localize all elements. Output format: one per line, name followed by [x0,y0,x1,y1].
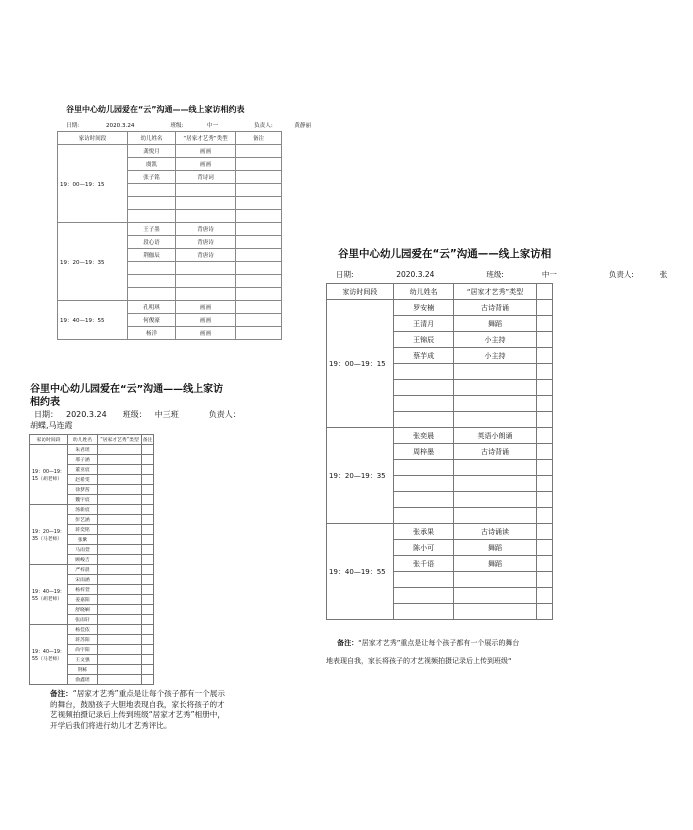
table-cell [393,588,454,604]
table-cell [98,495,142,505]
table-cell: 段心语 [128,236,176,249]
table-cell [454,396,536,412]
table-cell [454,412,536,428]
table-row [30,565,154,575]
class-label: 班级: [486,270,504,279]
table-cell [536,588,552,604]
table-cell [128,288,176,301]
table-cell: 罗安楠 [393,300,454,316]
table-cell [98,455,142,465]
table-cell [142,605,154,615]
table-cell [536,476,552,492]
table-cell [128,184,176,197]
table-cell: 虞凯 [128,158,176,171]
person-field [609,269,693,280]
table-cell [236,236,282,249]
table-cell: 张承果 [393,524,454,540]
table-cell: 蒋奕铭 [68,525,98,535]
table-cell [236,158,282,171]
table-cell [536,444,552,460]
date-value: 2020.3.24 [66,410,107,419]
table-cell [98,505,142,515]
table-cell [393,460,454,476]
table-cell [142,505,154,515]
date-field [66,121,152,129]
table-cell [142,675,154,685]
time-slot-cell: 19：20—19：35（马老师） [30,505,68,565]
table-body [58,145,282,340]
table-cell [393,604,454,620]
table-cell [142,465,154,475]
table-cell [98,615,142,625]
table-cell: 蒋苏阳 [68,635,98,645]
time-slot-cell: 19：00—19：15（胡老师） [30,445,68,505]
table-cell: 杨佳依 [68,625,98,635]
table-cell: 荆伽辰 [128,249,176,262]
table-cell: 舒晓娴 [68,605,98,615]
table-cell [176,275,236,288]
table-cell: 尚宇阳 [68,645,98,655]
table-cell: 小主持 [454,348,536,364]
sign-up-sheet-middle-one-b [316,240,668,665]
note-paragraph [326,634,553,670]
table-cell [536,572,552,588]
date-label: 日期: [336,270,354,279]
table-cell: 舞蹈 [454,556,536,572]
visit-schedule-table [29,434,154,685]
table-cell [536,460,552,476]
table-cell: 王清月 [393,316,454,332]
note-line: 地表现自我，家长将孩子的才艺视频拍摄记录后上传到班级“ [326,657,512,665]
person-label: 负责人： [208,410,241,419]
table-cell [98,565,142,575]
sheet-title: 谷里中心幼儿园爱在“云”沟通——线上家访相约表 [30,384,224,408]
time-slot-cell: 19：20—19：35 [327,428,394,524]
table-cell: 背唐诗 [176,249,236,262]
person-value: 黄静丽 [294,123,312,129]
table-cell: 杨梓萱 [68,585,98,595]
table-cell: 董亚宸 [68,465,98,475]
table-cell: 王子墨 [128,223,176,236]
table-cell [98,575,142,585]
table-cell [98,465,142,475]
table-cell [142,665,154,675]
table-cell [536,508,552,524]
table-body [30,445,154,685]
table-row [30,625,154,635]
table-cell [98,605,142,615]
table-cell [98,545,142,555]
table-cell [454,492,536,508]
table-cell [142,485,154,495]
person-label: 负责人: [254,123,273,129]
table-cell: 王文强 [68,655,98,665]
table-cell [142,655,154,665]
sheet-meta [34,409,241,420]
header-cell: 幼儿姓名 [393,284,454,300]
table-cell [236,327,282,340]
table-cell [454,364,536,380]
time-slot-cell: 19：40—19：55 [58,301,128,340]
time-slot-cell: 19：00—19：15 [327,300,394,428]
table-cell [393,380,454,396]
table-cell [142,595,154,605]
table-cell [176,262,236,275]
header-cell: 备注 [142,435,154,445]
date-label: 日期： [34,410,58,419]
table-cell [393,492,454,508]
sign-up-sheet-middle-one-a [56,100,312,337]
table-cell: 龚悦月 [128,145,176,158]
table-cell [536,524,552,540]
table-cell [393,396,454,412]
table-cell: 马雨萱 [68,545,98,555]
table-cell [98,675,142,685]
header-cell: “居家才艺秀”类型 [176,132,236,145]
table-cell [454,572,536,588]
header-cell: “居家才艺秀”类型 [454,284,536,300]
table-cell: 舞蹈 [454,540,536,556]
class-field [123,409,187,420]
time-slot-cell: 19：40—19：55（胡老师） [30,565,68,625]
table-cell [142,555,154,565]
table-row [58,223,282,236]
table-cell [142,535,154,545]
visit-schedule-table [326,283,553,620]
table-cell [142,635,154,645]
table-cell [454,476,536,492]
table-cell [536,300,552,316]
date-value: 2020.3.24 [105,123,135,129]
table-cell [98,525,142,535]
table-cell: 张雨轩 [68,615,98,625]
table-cell: 杨洋 [128,327,176,340]
table-cell [236,197,282,210]
table-cell [536,412,552,428]
table-cell [393,572,454,588]
table-cell [236,223,282,236]
class-value: 中三班 [154,410,179,419]
table-row [58,145,282,158]
table-cell [536,540,552,556]
class-field [486,269,582,280]
header-cell: 备注 [236,132,282,145]
table-cell: 画画 [176,145,236,158]
table-cell [536,428,552,444]
header-cell: “居家才艺秀”类型 [98,435,142,445]
table-row [30,505,154,515]
table-body [327,300,553,620]
table-cell: 彭艺涵 [68,515,98,525]
table-cell [236,275,282,288]
time-slot-cell: 19：20—19：35 [58,223,128,301]
table-row [327,524,553,540]
table-cell [98,595,142,605]
note-text: “居家才艺秀”重点是让每个孩子都有一个展示的舞台，鼓励孩子大胆地表现自我，家长将孩子的才艺视频拍摄记录后上传到班级“居家才艺秀”相册中，开学后我们将进行幼儿才艺秀评比。 [50,689,225,730]
table-cell [236,249,282,262]
date-field [336,269,460,280]
class-label: 班级: [170,123,184,129]
table-cell: 背诗词 [176,171,236,184]
visit-schedule-table [57,131,282,340]
table-cell [536,364,552,380]
table-cell [128,197,176,210]
header-row [58,132,282,145]
table-row [30,445,154,455]
table-cell [393,508,454,524]
table-cell: 张千语 [393,556,454,572]
class-value: 中一 [541,270,557,279]
header-cell: 家访时间段 [58,132,128,145]
table-cell [536,492,552,508]
table-cell [98,655,142,665]
table-cell: 俞鑫瑶 [68,675,98,685]
table-cell [536,332,552,348]
table-cell: 朱君瑶 [68,445,98,455]
table-cell: 陈小可 [393,540,454,556]
table-cell: 宋雨涵 [68,575,98,585]
table-cell [536,604,552,620]
table-cell [142,645,154,655]
table-cell [128,275,176,288]
table-row [327,300,553,316]
table-cell [142,495,154,505]
table-cell [142,445,154,455]
table-cell [98,445,142,455]
table-cell: 画画 [176,301,236,314]
header-cell: 幼儿姓名 [68,435,98,445]
table-cell: 张奕晨 [393,428,454,444]
table-cell: 英语小朗诵 [454,428,536,444]
table-cell: 古诗背诵 [454,300,536,316]
table-cell [536,380,552,396]
sheet-meta [336,269,668,280]
table-cell [98,555,142,565]
table-row [327,428,553,444]
table-cell: 姜嘉阳 [68,595,98,605]
table-cell: 魏宇宸 [68,495,98,505]
table-cell [98,665,142,675]
table-cell [536,316,552,332]
table-cell: 张子铭 [128,171,176,184]
table-cell: 蔡芋成 [393,348,454,364]
table-cell [454,604,536,620]
table-cell: 舞蹈 [454,316,536,332]
table-cell [236,145,282,158]
table-cell [393,412,454,428]
header-cell: 家访时间段 [30,435,68,445]
table-cell: 画画 [176,327,236,340]
table-cell: 赵希雯 [68,475,98,485]
table-cell [98,585,142,595]
note-label: 备注： [50,689,73,698]
table-cell: 顾峻吉 [68,555,98,565]
table-cell [393,476,454,492]
time-slot-cell: 19：40—19：55 [327,524,394,620]
table-cell: 张紫 [68,535,98,545]
table-cell [236,314,282,327]
class-value: 中一 [206,123,219,129]
note-text: “居家才艺秀”重点是让每个孩子都有一个展示的舞台 [358,639,520,647]
table-cell [176,210,236,223]
header-cell [536,284,552,300]
note-line [326,634,553,652]
header-cell: 幼儿姓名 [128,132,176,145]
table-cell [98,625,142,635]
date-field [34,409,115,420]
date-label: 日期: [66,123,80,129]
table-cell [128,210,176,223]
table-cell [236,184,282,197]
table-cell [98,485,142,495]
table-cell [536,348,552,364]
table-cell [98,635,142,645]
person-value: 张 [659,270,668,279]
person-label: 负责人: [608,270,634,279]
table-cell [454,460,536,476]
note-paragraph [50,689,226,731]
table-cell: 邢子涵 [68,455,98,465]
table-cell [142,515,154,525]
table-cell: 周梓墨 [393,444,454,460]
table-cell: 背唐诗 [176,223,236,236]
table-cell [142,545,154,555]
table-cell: 孔明琪 [128,301,176,314]
table-cell [454,380,536,396]
header-row [327,284,553,300]
table-cell: 画画 [176,158,236,171]
table-cell [142,615,154,625]
table-cell [176,197,236,210]
header-row [30,435,154,445]
sign-up-sheet-middle-three [24,383,241,730]
table-cell [536,396,552,412]
person-field [254,121,329,129]
table-cell [98,475,142,485]
time-slot-cell: 19：40—19：55（马老师） [30,625,68,685]
table-cell: 王锦辰 [393,332,454,348]
table-cell: 何俊濠 [128,314,176,327]
sheet-title: 谷里中心幼儿园爱在“云”沟通——线上家访相约表 [66,105,245,114]
table-cell [536,556,552,572]
table-cell [142,455,154,465]
table-cell [142,525,154,535]
table-cell [98,645,142,655]
table-cell [142,575,154,585]
table-cell [176,288,236,301]
table-cell [176,184,236,197]
table-cell [393,364,454,380]
table-cell [454,588,536,604]
table-cell [236,301,282,314]
table-cell [142,565,154,575]
header-cell: 家访时间段 [327,284,394,300]
table-cell [236,288,282,301]
sheet-title: 谷里中心幼儿园爱在“云”沟通——线上家访相 [338,248,552,260]
table-cell [98,535,142,545]
table-cell [142,625,154,635]
class-label: 班级： [122,410,147,419]
table-cell [142,475,154,485]
table-cell [98,515,142,525]
date-value: 2020.3.24 [396,270,435,279]
table-cell [236,210,282,223]
table-cell: 严梓晨 [68,565,98,575]
table-cell [454,508,536,524]
table-cell [236,262,282,275]
table-cell [128,262,176,275]
table-cell: 画画 [176,314,236,327]
class-field [170,121,236,129]
table-cell: 古诗背诵 [454,444,536,460]
table-cell: 徐梦茜 [68,485,98,495]
table-cell [142,585,154,595]
table-cell: 背唐诗 [176,236,236,249]
table-cell [236,171,282,184]
time-slot-cell: 19：00—19：15 [58,145,128,223]
table-row [58,301,282,314]
sheet-meta [66,121,312,129]
person-value: 胡蝶,马连霞 [30,421,73,430]
table-cell: 荆栋 [68,665,98,675]
table-cell: 小主持 [454,332,536,348]
table-cell: 汤新宸 [68,505,98,515]
note-label: 备注： [337,639,359,647]
table-cell: 古诗诵读 [454,524,536,540]
